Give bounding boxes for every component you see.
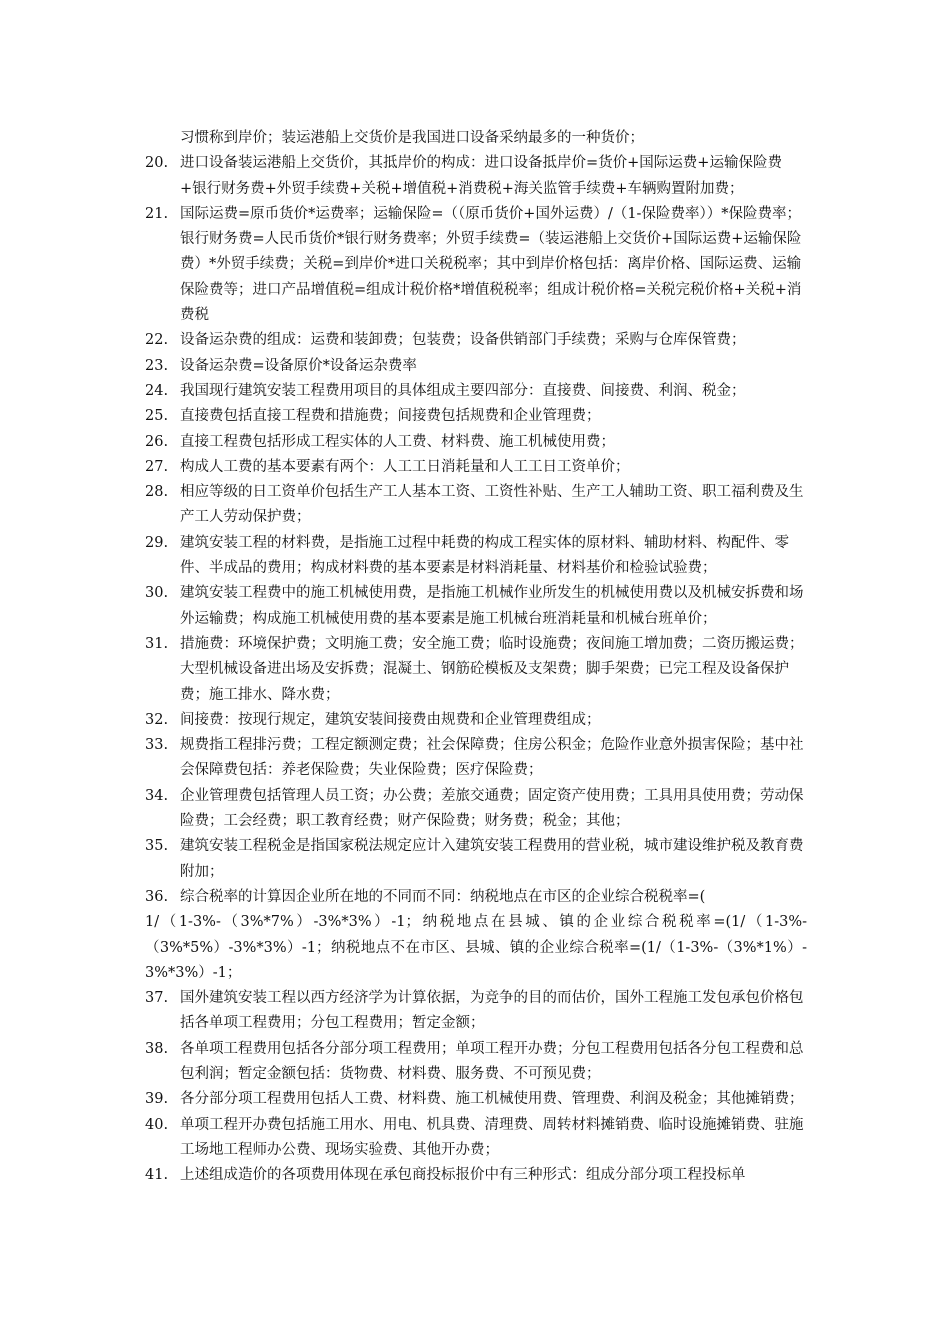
list-item-40 [145,1113,807,1164]
item-number: 39. [145,1091,169,1108]
intro-continuation: 习惯称到岸价；装运港船上交货价是我国进口设备采纳最多的一种货价； [180,130,644,146]
item-number: 23. [145,357,169,374]
item-text: 直接工程费包括形成工程实体的人工费、材料费、施工机械使用费； [180,433,615,450]
list-item-22 [145,328,807,353]
item-number: 35. [145,838,169,855]
list-item-41 [145,1163,807,1188]
list-item-37 [145,986,807,1037]
item-text: 间接费：按现行规定，建筑安装间接费由规费和企业管理费组成； [180,711,601,728]
item-number: 24. [145,382,169,399]
item-number: 27. [145,458,169,475]
item-text: 措施费：环境保护费；文明施工费；安全施工费；临时设施费；夜间施工增加费；二资历搬运费；大型机械设备进出场及安拆费；混凝土、钢筋砼模板及支架费；脚手架费；已完工程及设备保护费；施工排水、降水费； [180,635,804,703]
item-text: 上述组成造价的各项费用体现在承包商投标报价中有三种形式：组成分部分项工程投标单 [180,1167,746,1184]
list-item-21 [145,202,807,328]
item-text: 构成人工费的基本要素有两个：人工工日消耗量和人工工日工资单价； [180,458,630,475]
formula-line: （3%*5%）-3%*3%）-1；纳税地点不在市区、县城、镇的企业综合税率=(1/（1-3%-（3%*1%）- [145,939,807,956]
item-number: 29. [145,534,169,551]
item-number: 32. [145,711,169,728]
item-number: 25. [145,408,169,425]
item-number: 40. [145,1116,169,1133]
item-number: 26. [145,433,169,450]
item-text: 直接费包括直接工程费和措施费；间接费包括规费和企业管理费； [180,408,601,425]
item-number: 38. [145,1040,169,1057]
list-item-38 [145,1037,807,1088]
list-item-29 [145,531,807,582]
list-item-33 [145,733,807,784]
list-item-20 [145,151,807,202]
list-item-23 [145,354,807,379]
list-item-34 [145,784,807,835]
item-text: 单项工程开办费包括施工用水、用电、机具费、清理费、周转材料摊销费、临时设施摊销费、驻施工场地工程师办公费、现场实验费、其他开办费； [180,1116,804,1158]
item-text: 设备运杂费=设备原价*设备运杂费率 [180,357,417,374]
list-item-24 [145,379,807,404]
item-text: 相应等级的日工资单价包括生产工人基本工资、工资性补贴、生产工人辅助工资、职工福利费及生产工人劳动保护费； [180,484,804,526]
item-36-formula-block [145,910,807,986]
item-number: 37. [145,990,169,1007]
item-text: 国外建筑安装工程以西方经济学为计算依据，为竞争的目的而估价，国外工程施工发包承包价格包括各单项工程费用；分包工程费用；暂定金额； [180,990,804,1032]
item-text: 设备运杂费的组成：运费和装卸费；包装费；设备供销部门手续费；采购与仓库保管费； [180,332,746,349]
item-text: 建筑安装工程费中的施工机械使用费，是指施工机械作业所发生的机械使用费以及机械安拆费和场外运输费；构成施工机械使用费的基本要素是施工机械台班消耗量和机械台班单价； [180,585,804,627]
item-text: 建筑安装工程的材料费，是指施工过程中耗费的构成工程实体的原材料、辅助材料、构配件、零件、半成品的费用；构成材料费的基本要素是材料消耗量、材料基价和检验试验费； [180,534,789,577]
list-item-30 [145,581,807,632]
item-text: 企业管理费包括管理人员工资；办公费；差旅交通费；固定资产使用费；工具用具使用费；劳动保险费；工会经费；职工教育经费；财产保险费；财务费；税金；其他； [180,787,804,830]
item-text: 规费指工程排污费；工程定额测定费；社会保障费；住房公积金；危险作业意外损害保险；基中社会保障费包括：养老保险费；失业保险费；医疗保险费； [180,737,804,779]
item-number: 30. [145,585,169,602]
list-item-25 [145,404,807,429]
list-item-36 [145,885,807,910]
list-item-28 [145,480,807,531]
list-item-32 [145,708,807,733]
list-item-39 [145,1087,807,1112]
item-number: 41. [145,1167,169,1184]
item-number: 22. [145,332,169,349]
item-text: 各分部分项工程费用包括人工费、材料费、施工机械使用费、管理费、利润及税金；其他摊销费； [180,1091,804,1108]
formula-line: 1/（1-3%-（3%*7%）-3%*3%）-1；纳税地点在县城、镇的企业综合税税率=(1/（1-3%- [145,914,807,931]
list-item-31 [145,632,807,708]
item-number: 21. [145,205,169,222]
item-text: 综合税率的计算因企业所在地的不同而不同：纳税地点在市区的企业综合税税率=( [180,888,706,905]
item-number: 36. [145,888,169,905]
item-text: 建筑安装工程税金是指国家税法规定应计入建筑安装工程费用的营业税，城市建设维护税及教育费附加； [180,838,804,880]
item-text: 国际运费=原币货价*运费率；运输保险=（（原币货价+国外运费）/（1-保险费率））*保险费率；银行财务费=人民币货价*银行财务费率；外贸手续费=（装运港船上交货价+国际运费+运输保险费）*外贸手续费；关税=到岸价*进口关税税率；其中到岸价格包括：离岸价格、国际运费、运输保险费等；进口产品增值税=组成计税价格*增值税税率；组成计税价格=关税完税价格+关税+消费税 [180,205,802,324]
item-number: 20. [145,155,169,172]
item-number: 34. [145,787,169,804]
list-item-35 [145,834,807,885]
item-number: 31. [145,635,169,652]
item-text: 进口设备装运港船上交货价，其抵岸价的构成：进口设备抵岸价=货价+国际运费+运输保险费+银行财务费+外贸手续费+关税+增值税+消费税+海关监管手续费+车辆购置附加费； [180,155,782,197]
item-text: 各单项工程费用包括各分部分项工程费用；单项工程开办费；分包工程费用包括各分包工程费和总包利润；暂定金额包括：货物费、材料费、服务费、不可预见费； [180,1040,804,1082]
item-text: 我国现行建筑安装工程费用项目的具体组成主要四部分：直接费、间接费、利润、税金； [180,382,746,399]
item-number: 28. [145,484,169,501]
list-item-27 [145,455,807,480]
item-number: 33. [145,737,169,754]
formula-line: 3%*3%）-1； [145,964,242,981]
document-body [145,126,807,1188]
list-item-26 [145,430,807,455]
